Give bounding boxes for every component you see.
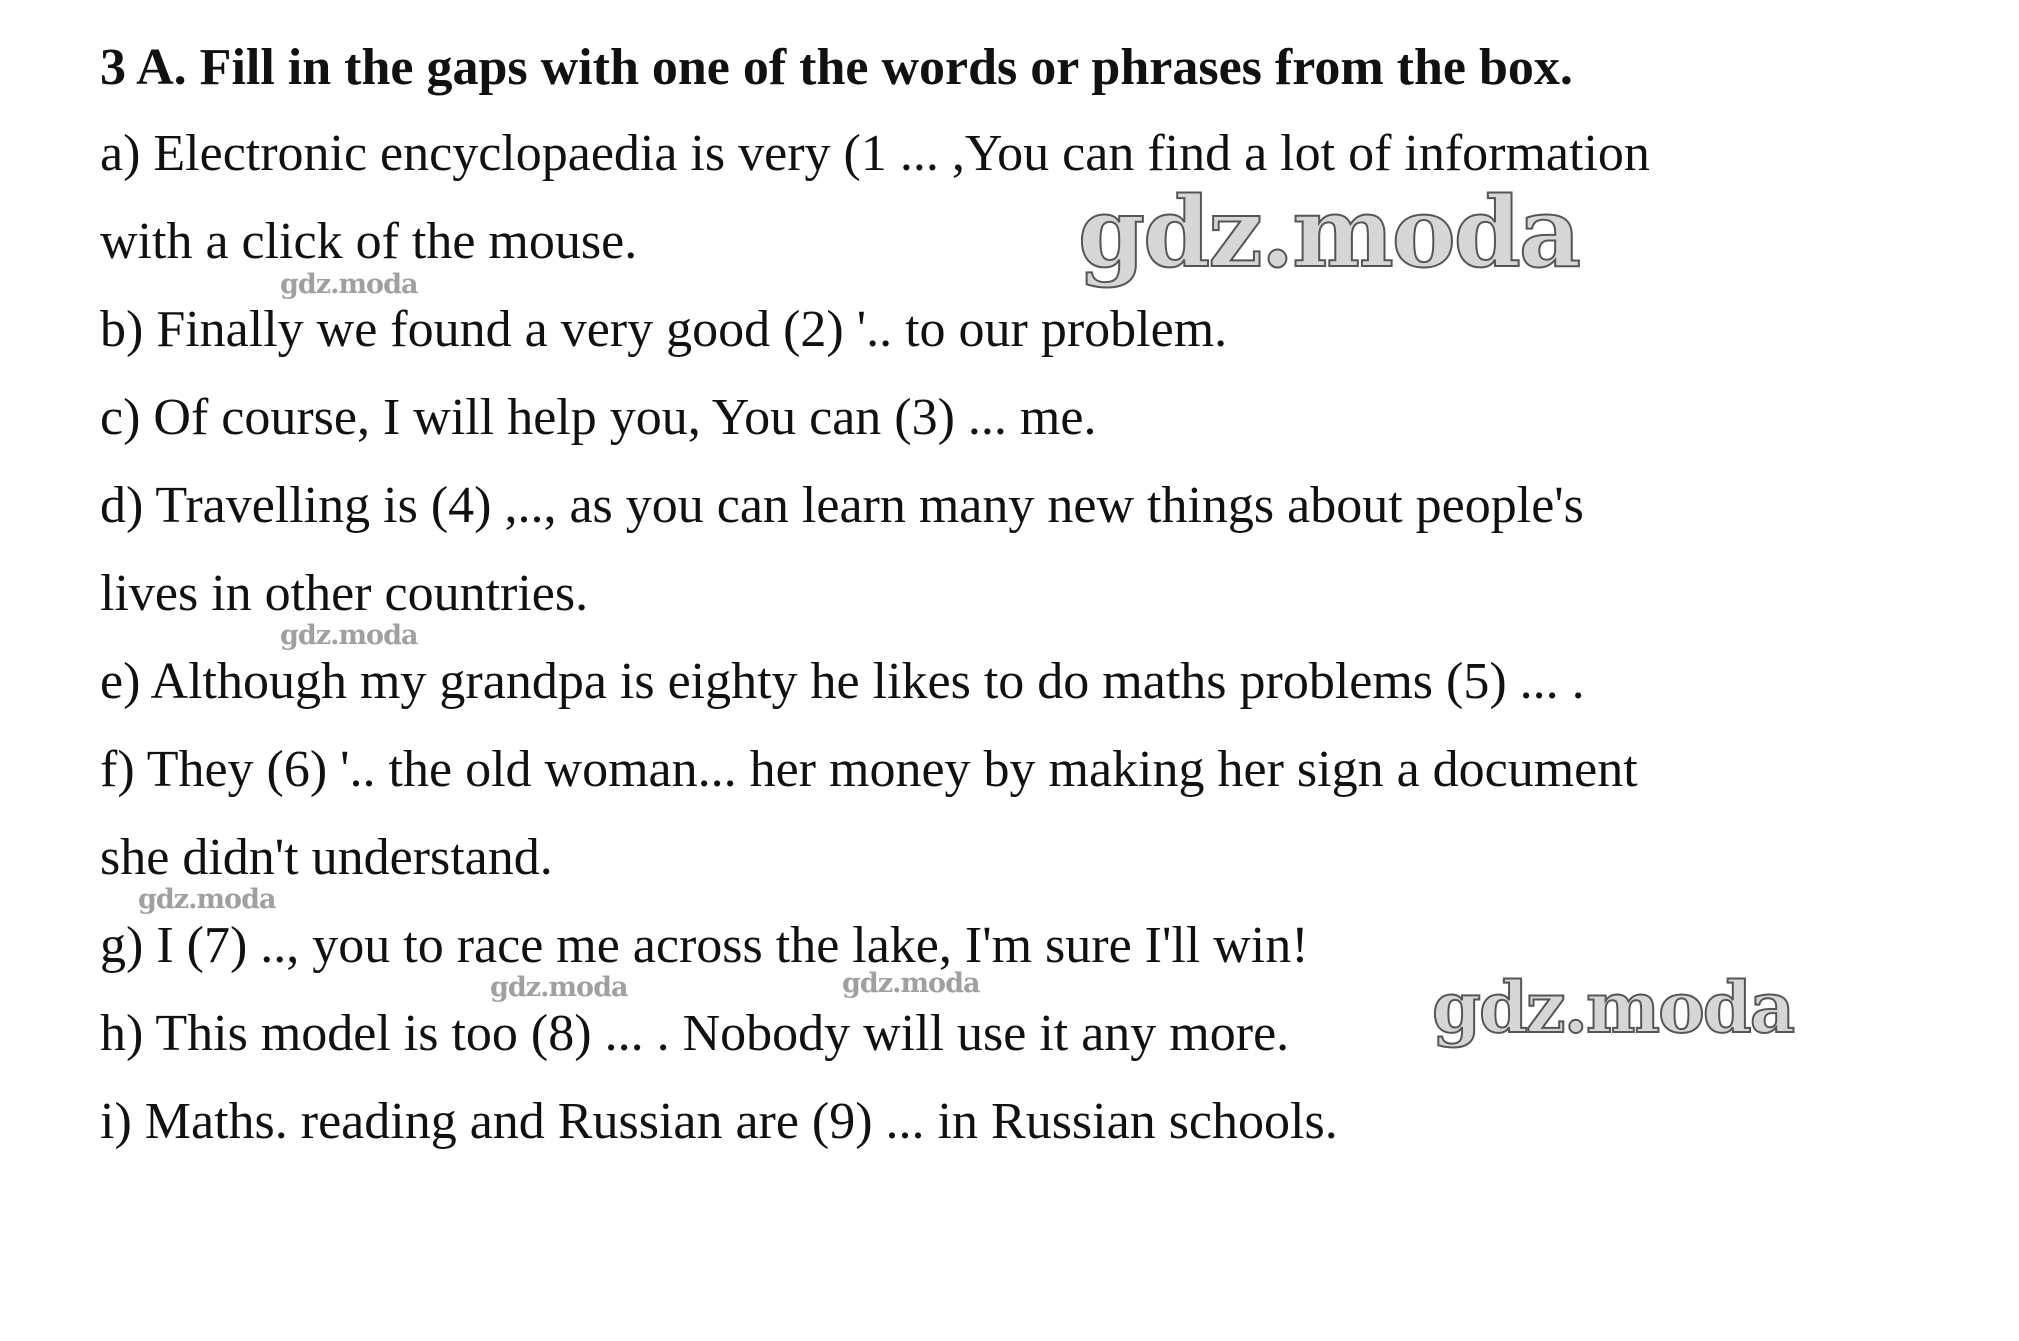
exercise-line-g: g) I (7) .., you to race me across the lake, I'm sure I'll win!: [100, 917, 1309, 974]
watermark-small: gdz.moda: [280, 269, 418, 300]
watermark-small: gdz.moda: [490, 972, 628, 1003]
watermark-small: gdz.moda: [138, 884, 276, 915]
watermark-large: gdz.moda: [1078, 176, 1580, 289]
watermark-small: gdz.moda: [280, 620, 418, 651]
exercise-line-e: e) Although my grandpa is eighty he likes to do maths problems (5) ... .: [100, 653, 1585, 710]
exercise-line-a: a) Electronic encyclopaedia is very (1 ... ,You can find a lot of information: [100, 125, 1650, 182]
exercise-line-b: b) Finally we found a very good (2) '.. to our problem.: [100, 301, 1228, 358]
watermark-large: gdz.moda: [1432, 966, 1794, 1049]
exercise-line-d-cont: lives in other countries.: [100, 565, 589, 622]
exercise-line-h: h) This model is too (8) ... . Nobody will use it any more.: [100, 1005, 1290, 1062]
exercise-line-i: i) Maths. reading and Russian are (9) ... in Russian schools.: [100, 1093, 1338, 1150]
exercise-line-a-cont: with a click of the mouse.: [100, 213, 638, 270]
exercise-line-f: f) They (6) '.. the old woman... her money by making her sign a document: [100, 741, 1638, 798]
exercise-line-d: d) Travelling is (4) ,.., as you can learn many new things about people's: [100, 477, 1584, 534]
exercise-line-c: c) Of course, I will help you, You can (3) ... me.: [100, 389, 1097, 446]
exercise-line-f-cont: she didn't understand.: [100, 829, 553, 886]
watermark-small: gdz.moda: [842, 968, 980, 999]
exercise-title: 3 A. Fill in the gaps with one of the words or phrases from the box.: [100, 39, 1573, 96]
